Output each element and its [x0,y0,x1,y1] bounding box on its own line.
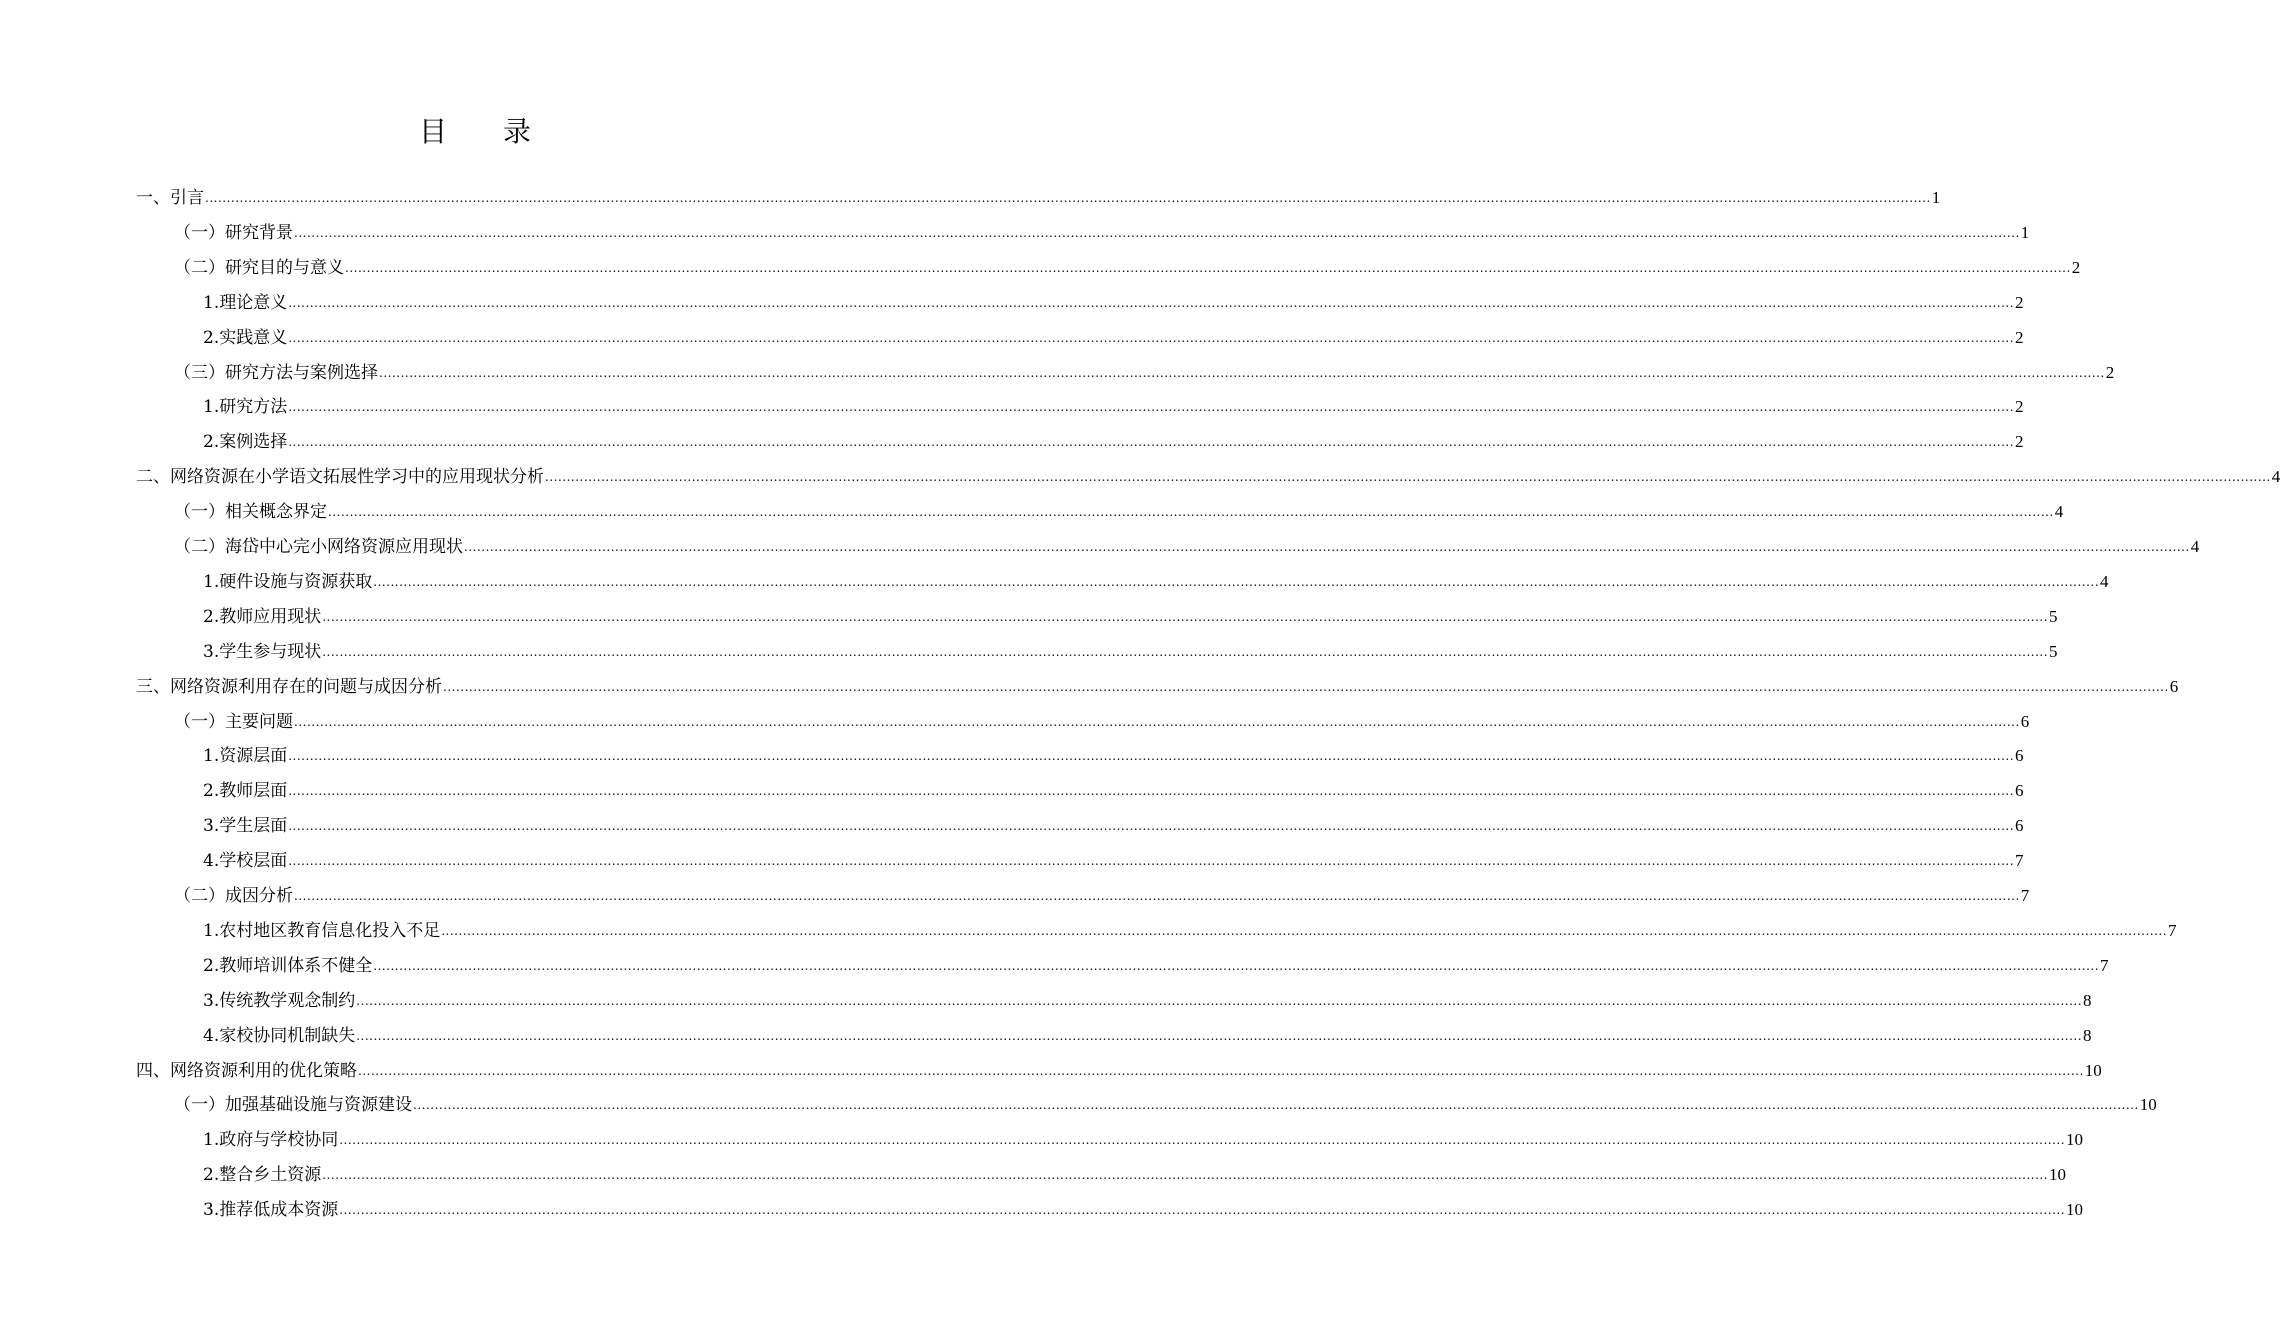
toc-entry[interactable] [203,1116,2084,1151]
toc-entry[interactable] [203,279,2024,314]
toc-page-number: 6 [2015,816,2024,836]
toc-entry[interactable] [203,383,2024,418]
toc-leader-dots: ................................................................................................................................................................................................................................................................................................................................................................................................................ [288,854,2015,869]
toc-entry[interactable] [136,1047,2102,1082]
toc-page-number: 10 [2049,1165,2067,1185]
toc-leader-dots: ................................................................................................................................................................................................................................................................................................................................................................................................................ [288,749,2015,764]
toc-page-number: 7 [2015,851,2024,871]
toc-leader-dots: ................................................................................................................................................................................................................................................................................................................................................................................................................ [443,679,2169,694]
toc-entry-label: 3.推荐低成本资源 [203,1200,339,1221]
toc-leader-dots: ................................................................................................................................................................................................................................................................................................................................................................................................................ [441,923,2168,938]
toc-leader-dots: ................................................................................................................................................................................................................................................................................................................................................................................................................ [322,609,2049,624]
toc-page-number: 10 [2139,1095,2157,1115]
toc-entry[interactable] [203,942,2109,977]
toc-leader-dots: ................................................................................................................................................................................................................................................................................................................................................................................................................ [345,260,2071,275]
toc-entry-label: （二）成因分析 [174,886,293,906]
toc-page-number: 2 [2015,327,2024,347]
toc-leader-dots: ................................................................................................................................................................................................................................................................................................................................................................................................................ [356,1028,2083,1043]
toc-page-number: 8 [2083,1025,2092,1045]
toc-entry[interactable] [203,314,2024,349]
toc-entry-label: 3.学生参与现状 [203,641,322,662]
toc-entry-label: 4.家校协同机制缺失 [203,1025,356,1046]
toc-entry[interactable] [203,802,2024,837]
toc-entry[interactable] [174,1081,2157,1116]
toc-page-number: 5 [2049,606,2058,626]
toc-leader-dots: ................................................................................................................................................................................................................................................................................................................................................................................................................ [294,225,2020,240]
toc-page-number: 2 [2105,362,2115,382]
toc-entry[interactable] [203,1012,2092,1047]
toc-leader-dots: ................................................................................................................................................................................................................................................................................................................................................................................................................ [288,819,2015,834]
toc-page-number: 2 [2015,397,2024,417]
toc-entry-label: 1.硬件设施与资源获取 [203,571,373,592]
toc-entry-label: （一）相关概念界定 [174,502,327,523]
toc-leader-dots: ................................................................................................................................................................................................................................................................................................................................................................................................................ [356,993,2083,1008]
toc-page-number: 10 [2084,1060,2102,1080]
toc-entry-label: （一）加强基础设施与资源建设 [174,1095,412,1116]
toc-entry-label: （二）海岱中心完小网络资源应用现状 [174,537,463,557]
toc-page-number: 10 [2066,1130,2084,1150]
toc-entry-label: （二）研究目的与意义 [174,257,344,278]
toc-leader-dots: ................................................................................................................................................................................................................................................................................................................................................................................................................ [294,889,2020,903]
toc-leader-dots: ................................................................................................................................................................................................................................................................................................................................................................................................................ [464,540,2190,554]
toc-page-number: 4 [2100,571,2109,591]
toc-leader-dots: ................................................................................................................................................................................................................................................................................................................................................................................................................ [413,1098,2139,1113]
toc-page-number: 1 [1931,188,1941,207]
toc-page-number: 5 [2049,641,2058,661]
toc-entry[interactable] [174,523,2200,558]
toc-entry-label: 2.案例选择 [203,432,288,453]
toc-leader-dots: ................................................................................................................................................................................................................................................................................................................................................................................................................ [322,644,2049,659]
toc-entry[interactable] [136,663,2179,698]
toc-entry-label: （一）研究背景 [174,222,293,243]
toc-leader-dots: ................................................................................................................................................................................................................................................................................................................................................................................................................ [328,505,2054,520]
toc-entry-label: 4.学校层面 [203,851,288,872]
toc-entry-label: 3.传统教学观念制约 [203,990,356,1011]
toc-entry-label: 1.农村地区教育信息化投入不足 [203,920,441,941]
toc-entry-label: 2.教师应用现状 [203,606,322,627]
toc-entry[interactable] [203,837,2024,872]
toc-entry-label: 三、网络资源利用存在的问题与成因分析 [136,676,442,697]
toc-leader-dots: ................................................................................................................................................................................................................................................................................................................................................................................................................ [288,435,2015,450]
toc-leader-dots: ................................................................................................................................................................................................................................................................................................................................................................................................................ [288,330,2015,345]
toc-page-number: 4 [2054,502,2064,522]
toc-leader-dots: ................................................................................................................................................................................................................................................................................................................................................................................................................ [373,574,2100,589]
toc-entry-label: 1.研究方法 [203,397,288,418]
toc-entry[interactable] [174,349,2115,384]
toc-entry-label: （三）研究方法与案例选择 [174,362,378,383]
toc-entry-label: 2.教师层面 [203,781,288,802]
toc-page-number: 7 [2168,920,2177,940]
toc-entry-label: 四、网络资源利用的优化策略 [136,1060,357,1081]
toc-entry-label: 1.政府与学校协同 [203,1130,339,1151]
toc-page-number: 4 [2271,467,2280,487]
toc-leader-dots: ................................................................................................................................................................................................................................................................................................................................................................................................................ [288,295,2015,310]
toc-entry-label: 一、引言 [136,188,204,208]
toc-entry[interactable] [203,558,2109,593]
toc-entry[interactable] [203,732,2024,767]
toc-entry-label: 1.理论意义 [203,292,288,313]
toc-entry[interactable] [203,418,2024,453]
toc-entry[interactable] [203,593,2058,628]
toc-leader-dots: ................................................................................................................................................................................................................................................................................................................................................................................................................ [339,1133,2066,1148]
toc-page-number: 6 [2169,676,2179,696]
toc-leader-dots: ................................................................................................................................................................................................................................................................................................................................................................................................................ [205,191,1931,205]
toc-page-number: 2 [2071,257,2081,277]
toc-leader-dots: ................................................................................................................................................................................................................................................................................................................................................................................................................ [545,470,2271,485]
toc-leader-dots: ................................................................................................................................................................................................................................................................................................................................................................................................................ [358,1063,2084,1078]
toc-page-number: 7 [2020,886,2030,905]
toc-leader-dots: ................................................................................................................................................................................................................................................................................................................................................................................................................ [288,784,2015,799]
toc-page-number: 6 [2020,711,2030,731]
toc-entry-label: （一）主要问题 [174,711,293,732]
toc-entry[interactable] [203,767,2024,802]
toc-entry-label: 二、网络资源在小学语文拓展性学习中的应用现状分析 [136,467,544,488]
toc-entry[interactable] [174,698,2030,733]
toc-entry-label: 2.整合乡土资源 [203,1165,322,1186]
toc-page-number: 2 [2015,432,2024,452]
toc-leader-dots: ................................................................................................................................................................................................................................................................................................................................................................................................................ [373,958,2100,973]
toc-leader-dots: ................................................................................................................................................................................................................................................................................................................................................................................................................ [339,1203,2066,1218]
toc-page-number: 8 [2083,990,2092,1010]
toc-entry-label: 2.实践意义 [203,327,288,348]
toc-page-number: 1 [2020,222,2030,242]
toc-entry-label: 3.学生层面 [203,816,288,837]
toc-entry-label: 1.资源层面 [203,746,288,767]
toc-entry[interactable] [174,244,2081,279]
toc-leader-dots: ................................................................................................................................................................................................................................................................................................................................................................................................................ [294,714,2020,729]
toc-leader-dots: ................................................................................................................................................................................................................................................................................................................................................................................................................ [288,400,2015,415]
toc-entry[interactable] [136,174,1941,209]
toc-entry[interactable] [174,209,2030,244]
toc-entry[interactable] [136,453,2280,488]
toc-leader-dots: ................................................................................................................................................................................................................................................................................................................................................................................................................ [379,365,2105,380]
toc-entry[interactable] [174,872,2030,907]
toc-entry[interactable] [203,977,2092,1012]
toc-entry[interactable] [203,907,2177,942]
toc-page-number: 7 [2100,955,2109,975]
toc-page-number: 6 [2015,746,2024,766]
toc-leader-dots: ................................................................................................................................................................................................................................................................................................................................................................................................................ [322,1168,2049,1183]
toc-page-number: 4 [2190,537,2200,556]
toc-entry[interactable] [203,1151,2067,1186]
toc-page-number: 2 [2015,292,2024,312]
toc-page-number: 10 [2066,1200,2084,1220]
toc-entry[interactable] [203,1186,2084,1221]
toc-entry-label: 2.教师培训体系不健全 [203,955,373,976]
toc-entry[interactable] [203,628,2058,663]
toc-entry[interactable] [174,488,2064,523]
page-title: 目录 [418,115,587,148]
toc-page-number: 6 [2015,781,2024,801]
